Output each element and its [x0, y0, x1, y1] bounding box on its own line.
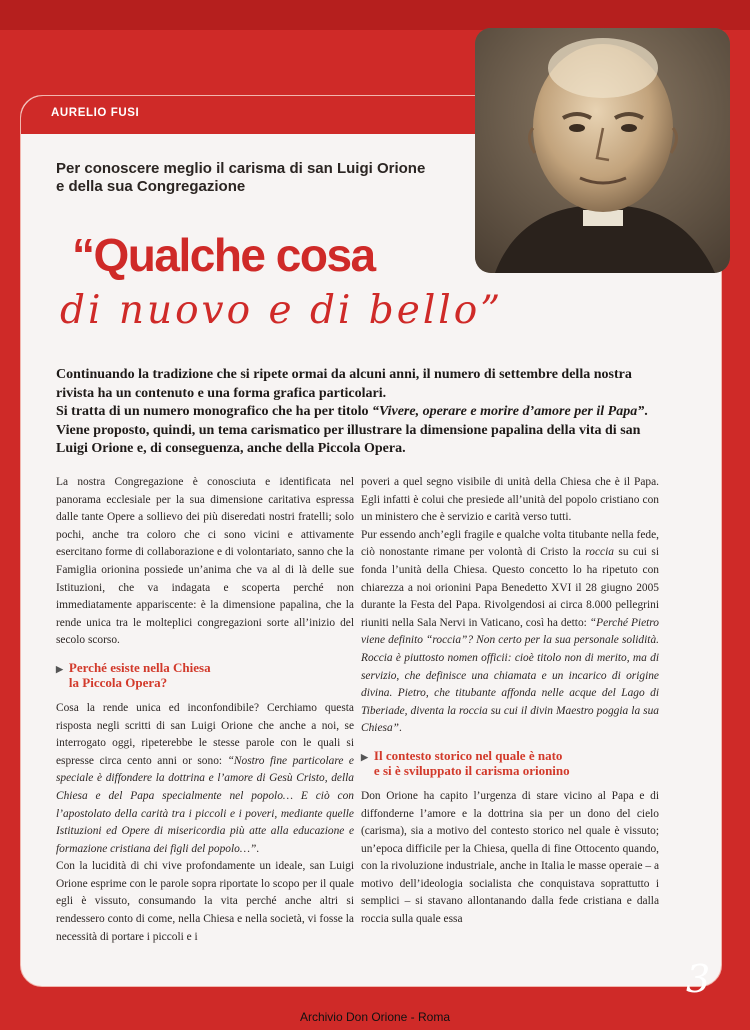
section-heading-line: Perché esiste nella Chiesa	[68, 659, 211, 675]
pope-quote: “Perché Pietro viene definito “roccia”? Non certo per la sua personale solidità. Roccia è piuttosto nomen officii: cioè titolo non di merito, ma di servizio, che definisce una chiamata e un incarico di origine divina. Pietro, che titubante affonda nelle acque del Lago di Tiberiade, diventa la roccia su cui il divin Maestro poggia la sua Chiesa”	[361, 616, 659, 735]
paragraph-text: Pur essendo anch’egli fragile e qualche volta titubante nella fede, ciò nonostante rimane per volontà di Cristo la	[361, 528, 659, 559]
paragraph-text: Cosa la rende unica ed inconfondibile? Cerchiamo questa risposta negli scritti di san Luigi Orione che anche a noi, se interrogato oggi, ripeterebbe le stesse parole con le quali si espresse circa cento anni or sono:	[56, 701, 354, 767]
paragraph-text: .	[398, 722, 402, 735]
paragraph-text: su cui si fonda l’unità della Chiesa. Questo concetto lo ha ripetuto con chiarezza a noi orionini Papa Benedetto XVI il 28 giugno 2005 durante la Festa del Papa. Rivolgendosi ai circa 8.000 pellegrini riuniti nella Sala Nervi in Vaticano, così ha detto:	[361, 546, 659, 629]
section-heading-line: Il contesto storico nel quale è nato	[373, 747, 563, 763]
portrait-photo	[475, 28, 730, 273]
article-title-handwritten: di nuovo e di bello”	[60, 288, 504, 333]
paragraph	[361, 527, 659, 738]
text-column-left	[56, 474, 354, 946]
section-heading-line: e si è sviluppato il carisma orionino	[373, 762, 570, 778]
triangle-bullet-icon: ▶	[56, 663, 63, 674]
section-heading-line: la Piccola Opera?	[68, 674, 168, 690]
paragraph	[56, 700, 354, 858]
orione-quote: “Nostro fine particolare e speciale è diffondere la dottrina e l’amore di Gesù Cristo, della Chiesa e del Papa specialmente nel popolo… E ciò con l’apostolato della carità tra i piccoli e i poveri, mediante quelle Istituzioni ed Opere di misericordia più atte alla educazione e formazione cristiana dei figli del popolo…”	[56, 754, 354, 855]
paragraph: Con la lucidità di chi vive profondamente un ideale, san Luigi Orione esprime con le parole sopra riportate lo scopo per il quale egli è vissuto, consumando la vita perché anche altri si rendessero conto di come, nella Chiesa e nella società, vi fosse la necessità di portare i piccoli e i	[56, 860, 354, 943]
section-heading	[361, 748, 659, 778]
triangle-bullet-icon: ▶	[361, 751, 368, 762]
article-title: “Qualche cosa	[72, 229, 375, 281]
article-intro	[56, 366, 656, 459]
subtitle-line-2: e della sua Congregazione	[56, 178, 246, 195]
author-banner	[21, 96, 496, 134]
paragraph: La nostra Congregazione è conosciuta e identificata nel panorama ecclesiale per la sua dimensione caritativa espressa dalle tante Opere a sollievo dei più diseredati nostri fratelli; solo pochi, anche tra coloro che ci sono vicini e attivamente esercitano forme di collaborazione e di volontariato, sanno che la Famiglia orionina possiede un’anima che va al di là delle sue Istituzioni, che va indagata e scoperta perché non immediatamente appariscente: è la dimensione papalina, che la rende unica tra le molteplici congregazioni sorte all’inizio del secolo scorso.	[56, 476, 354, 647]
intro-text: Si tratta di un numero monografico che ha per titolo	[56, 404, 373, 419]
emphasis: roccia	[585, 546, 614, 559]
subtitle-line-1: Per conoscere meglio il carisma di san Luigi Orione	[56, 160, 426, 177]
paragraph-text: .	[256, 842, 260, 855]
intro-text: Continuando la tradizione che si ripete ormai da alcuni anni, il numero di settembre della nostra rivista ha un contenuto e una forma grafica particolari.	[56, 367, 632, 401]
intro-title-quote: “Vivere, operare e morire d’amore per il Papa”	[372, 404, 645, 419]
paragraph: poveri a quel segno visibile di unità della Chiesa che è il Papa. Egli infatti è colui che presiede all’unità del popolo cristiano con un ministero che è servizio e carità verso tutti.	[361, 476, 659, 524]
page-number: 3	[686, 957, 711, 1001]
author-name: AURELIO FUSI	[51, 107, 140, 119]
paragraph: Don Orione ha capito l’urgenza di stare vicino al Papa e di diffonderne l’amore e la dottrina sia per un dono del cielo (carisma), sia a motivo del contesto storico nel quale è vissuto; un’epoca difficile per la Chiesa, quella di fine Ottocento quando, con la rivoluzione industriale, anche in Italia le masse operaie – a motivo dell’ideologia socialista che conquistava soprattutto i semplici – si stavano allontanando dalla fede cristiana e dalla roccia sulla quale essa	[361, 789, 659, 926]
article-subtitle	[56, 160, 476, 196]
archive-caption: Archivio Don Orione - Roma	[299, 1010, 451, 1024]
section-heading	[56, 660, 354, 690]
intro-text: . Viene proposto, quindi, un tema carismatico per illustrare la dimensione papalina della vita di san Luigi Orione e, di conseguenza, anche della Piccola Opera.	[56, 404, 648, 456]
text-column-right	[361, 474, 659, 929]
